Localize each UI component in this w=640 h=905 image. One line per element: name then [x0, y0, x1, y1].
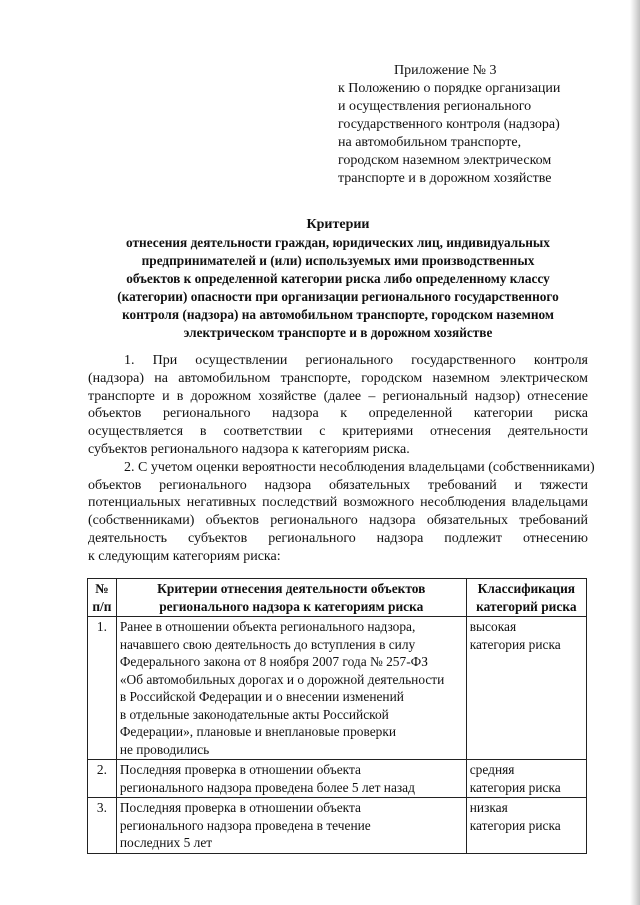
text-line: субъектов регионального надзора к категориям риска.: [88, 441, 410, 457]
paragraph-2: [88, 459, 595, 566]
header-text: Критерии отнесения деятельности объектов: [157, 581, 426, 596]
appendix-header: [338, 62, 598, 188]
cell-text: высокая: [469, 619, 517, 634]
cell-text: средняя: [469, 762, 515, 777]
header-text: п/п: [92, 598, 112, 614]
header-text: Классификация: [477, 581, 576, 596]
row-classification: [466, 617, 586, 760]
appendix-line: на автомобильном транспорте,: [338, 135, 522, 150]
row-criteria: [116, 760, 466, 798]
table-row: [88, 760, 587, 798]
title-line: электрическом транспорте и в дорожном хозяйстве: [183, 325, 493, 340]
scan-edge-shadow: [630, 0, 640, 905]
row-num: [88, 617, 117, 760]
row-classification: [466, 798, 586, 854]
header-text: №: [95, 581, 109, 596]
text-line: объектов регионального надзора обязательных требований и тяжести: [88, 477, 588, 493]
cell-text: 3.: [96, 800, 107, 815]
appendix-line: к Положению о порядке организации: [338, 81, 561, 96]
cell-text: регионального надзора проведена более 5 лет назад: [119, 779, 415, 795]
appendix-line: государственного контроля (надзора): [338, 117, 560, 132]
appendix-line: городском наземном электрическом: [338, 153, 552, 168]
cell-text: Федерального закона от 8 ноября 2007 года № 257-ФЗ: [119, 654, 428, 669]
row-criteria: [116, 617, 466, 760]
text-line: 2. С учетом оценки вероятности несоблюдения владельцами (собственниками): [124, 459, 595, 475]
cell-text: начавшего свою деятельность до вступления в силу: [119, 636, 416, 652]
cell-text: в Российской Федерации и о внесении изменений: [119, 689, 404, 704]
cell-text: Последняя проверка в отношении объекта: [119, 762, 361, 777]
cell-text: категория риска: [469, 636, 561, 652]
text-line: (надзора) на автомобильном транспорте, городском наземном электрическом: [88, 370, 588, 386]
table-header-row: [88, 579, 587, 617]
table-row: [88, 617, 587, 760]
cell-text: категория риска: [469, 817, 561, 833]
table-row: [88, 798, 587, 854]
row-criteria: [116, 798, 466, 854]
title-line: отнесения деятельности граждан, юридических лиц, индивидуальных: [126, 235, 550, 250]
cell-text: регионального надзора проведена в течение: [119, 817, 371, 833]
header-criteria: [116, 579, 466, 617]
cell-text: 2.: [96, 762, 107, 777]
row-num: [88, 798, 117, 854]
cell-text: Федерации», плановые и внеплановые проверки: [119, 724, 397, 739]
text-line: деятельность субъектов регионального надзора подлежит отнесению: [88, 530, 588, 546]
cell-text: в отдельные законодательные акты Российской: [119, 706, 389, 722]
risk-categories-table: [87, 578, 587, 854]
row-num: [88, 760, 117, 798]
cell-text: Ранее в отношении объекта регионального надзора,: [119, 619, 416, 634]
cell-text: последних 5 лет: [119, 835, 213, 850]
appendix-line: и осуществления регионального: [338, 99, 532, 114]
paragraph-1: [88, 352, 588, 459]
header-classification: [466, 579, 586, 617]
body-text: [88, 352, 595, 566]
row-classification: [466, 760, 586, 798]
header-text: категорий риска: [476, 598, 577, 614]
header-num: [88, 579, 117, 617]
title-heading: Критерии: [306, 217, 370, 232]
appendix-line: транспорте и в дорожном хозяйстве: [338, 171, 552, 186]
document-title: [84, 216, 592, 342]
text-line: объектов регионального надзора к определенной категории риска: [88, 406, 588, 422]
header-text: регионального надзора к категориям риска: [159, 598, 424, 614]
text-line: (собственниками) объектов регионального надзора обязательных требований: [88, 513, 588, 529]
title-line: предпринимателей и (или) используемых ими производственных: [141, 253, 535, 268]
title-line: объектов к определенной категории риска либо определенному классу: [126, 271, 550, 286]
cell-text: не проводились: [119, 741, 210, 757]
text-line: к следующим категориям риска:: [88, 548, 281, 564]
text-line: осуществляется в соответствии с критериями отнесения деятельности: [88, 424, 588, 440]
text-line: потенциальных негативных последствий возможного несоблюдения владельцами: [88, 495, 588, 511]
text-line: 1. При осуществлении регионального государственного контроля: [124, 353, 588, 368]
cell-text: «Об автомобильных дорогах и о дорожной деятельности: [119, 671, 445, 687]
cell-text: низкая: [469, 800, 508, 815]
cell-text: Последняя проверка в отношении объекта: [119, 800, 361, 815]
cell-text: категория риска: [469, 779, 561, 795]
cell-text: 1.: [96, 619, 107, 634]
title-line: (категории) опасности при организации регионального государственного: [117, 289, 559, 304]
title-line: контроля (надзора) на автомобильном транспорте, городском наземном: [122, 307, 554, 322]
text-line: транспорте и в дорожном хозяйстве (далее – региональный надзор) отнесение: [88, 388, 588, 404]
appendix-number: Приложение № 3: [394, 63, 497, 78]
